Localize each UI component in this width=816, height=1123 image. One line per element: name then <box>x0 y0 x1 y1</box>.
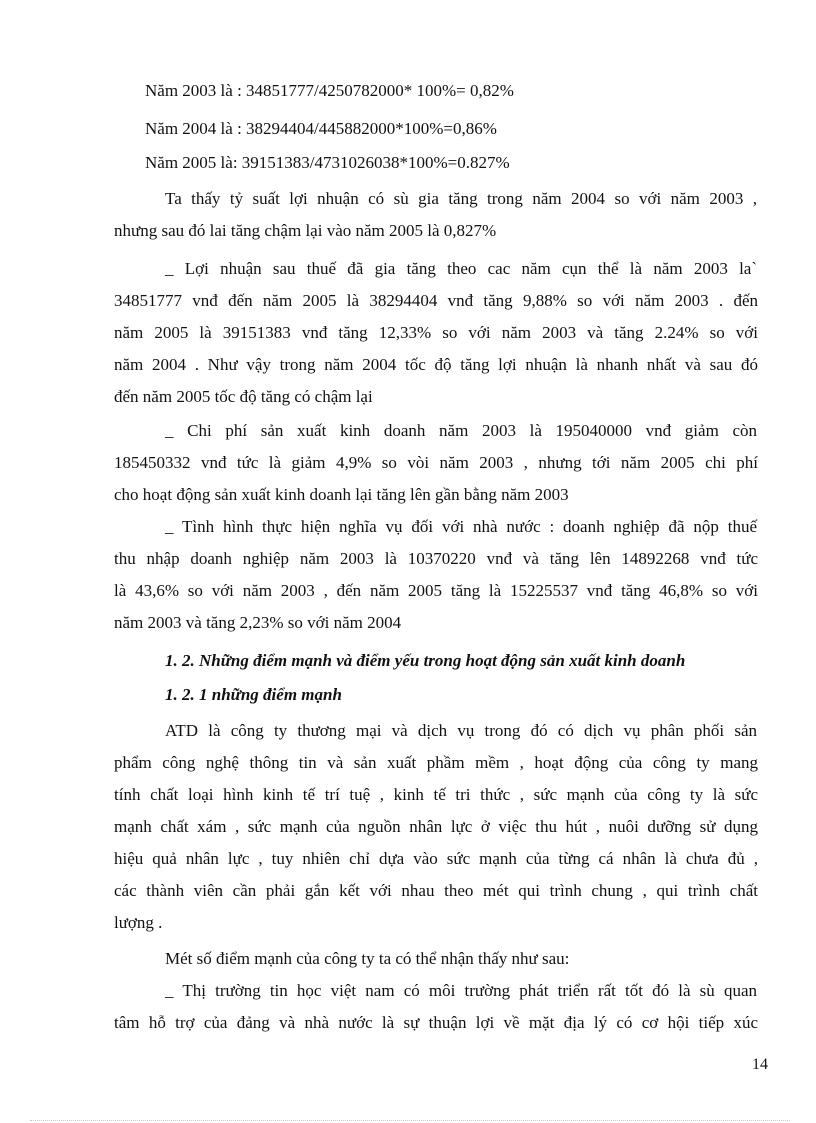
text-line: _ Chi phí sản xuất kinh doanh năm 2003 là 195040000 vnđ giảm còn <box>165 421 757 440</box>
text-line: đến năm 2005 tốc độ tăng có chậm lại <box>114 387 373 406</box>
text-line: lượng . <box>114 913 163 932</box>
text-line: Mét số điểm mạnh của công ty ta có thể nhận thấy như sau: <box>165 949 570 968</box>
text-line: 34851777 vnđ đến năm 2005 là 38294404 vnđ tăng 9,88% so với năm 2003 . đến <box>114 291 758 310</box>
text-line: Năm 2005 là: 39151383/4731026038*100%=0.827% <box>145 153 510 172</box>
footer-divider <box>30 1120 790 1121</box>
text-line: thu nhập doanh nghiệp năm 2003 là 10370220 vnđ và tăng lên 14892268 vnđ tức <box>114 549 758 568</box>
text-line: nhưng sau đó lai tăng chậm lại vào năm 2005 là 0,827% <box>114 221 497 240</box>
text-line: cho hoạt động sản xuất kinh doanh lại tăng lên gần bằng năm 2003 <box>114 485 569 504</box>
text-line: _ Thị trường tin học việt nam có môi trường phát triển rất tốt đó là sù quan <box>165 981 757 1000</box>
text-line: ATD là công ty thương mại và dịch vụ trong đó có dịch vụ phân phối sản <box>165 721 757 740</box>
text-line: _ Tình hình thực hiện nghĩa vụ đối với nhà nước : doanh nghiệp đã nộp thuế <box>165 517 757 536</box>
text-line: tính chất loại hình kinh tế trí tuệ , kinh tế tri thức , sức mạnh của công ty là sức <box>114 785 758 804</box>
text-line: năm 2004 . Như vậy trong năm 2004 tốc độ tăng lợi nhuận là nhanh nhất và sau đó <box>114 355 758 374</box>
text-line: mạnh chất xám , sức mạnh của nguồn nhân lực ở việc thu hút , nuôi dưỡng sử dụng <box>114 817 758 836</box>
text-line: phẩm công nghệ thông tin và sản xuất phầm mềm , hoạt động của công ty mang <box>114 753 758 772</box>
section-heading: 1. 2. Những điểm mạnh và điểm yếu trong hoạt động sản xuất kinh doanh <box>165 651 686 670</box>
text-line: Ta thấy tỷ suất lợi nhuận có sù gia tăng trong năm 2004 so với năm 2003 , <box>165 189 757 208</box>
page-number: 14 <box>752 1056 768 1073</box>
subsection-heading: 1. 2. 1 những điểm mạnh <box>165 685 342 704</box>
text-line: các thành viên cần phải gắn kết với nhau theo mét qui trình chung , qui trình chất <box>114 881 758 900</box>
text-line: 185450332 vnđ tức là giảm 4,9% so vòi năm 2003 , nhưng tới năm 2005 chi phí <box>114 453 758 472</box>
text-line: năm 2005 là 39151383 vnđ tăng 12,33% so với năm 2003 và tăng 2.24% so với <box>114 323 758 342</box>
text-line: hiệu quả nhân lực , tuy nhiên chỉ dựa vào sức mạnh của từng cá nhân là chưa đủ , <box>114 849 758 868</box>
text-line: tâm hỗ trợ của đảng và nhà nước là sự thuận lợi về mặt địa lý có cơ hội tiếp xúc <box>114 1013 758 1032</box>
text-line: năm 2003 và tăng 2,23% so với năm 2004 <box>114 613 402 632</box>
text-line: _ Lợi nhuận sau thuế đã gia tăng theo cac năm cụn thể là năm 2003 la` <box>165 259 757 278</box>
text-line: là 43,6% so với năm 2003 , đến năm 2005 tăng là 15225537 vnđ tăng 46,8% so với <box>114 581 758 600</box>
text-line: Năm 2004 là : 38294404/445882000*100%=0,86% <box>145 119 497 138</box>
text-line: Năm 2003 là : 34851777/4250782000* 100%= 0,82% <box>145 81 514 100</box>
